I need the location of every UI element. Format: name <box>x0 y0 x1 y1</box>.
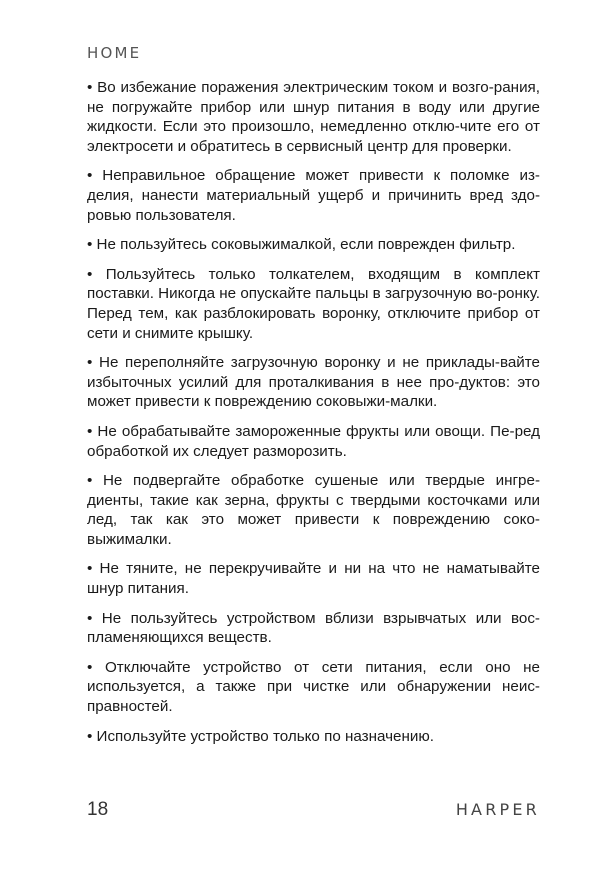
instruction-paragraph: • Отключайте устройство от сети питания, если оно не используется, а также при чистке или обнаружении неис-правностей. <box>87 658 540 716</box>
brand-logo: HARPER <box>455 800 540 819</box>
instruction-paragraph: • Не подвергайте обработке сушеные или твердые ингре-диенты, такие как зерна, фрукты с твердыми косточками или лед, так как это может привести к повреждению соко-выжималки. <box>87 472 540 548</box>
instruction-paragraph: • Неправильное обращение может привести к поломке из-делия, нанести материальный ущерб и причинить вред здо-ровью пользователя. <box>87 167 540 224</box>
instruction-paragraph: • Не пользуйтесь соковыжималкой, если поврежден фильтр. <box>87 236 516 254</box>
page-number: 18 <box>87 799 109 820</box>
instruction-paragraph: • Используйте устройство только по назначению. <box>87 727 434 745</box>
instruction-paragraph: • Не тяните, не перекручивайте и ни на что не наматывайте шнур питания. <box>87 560 540 598</box>
instruction-paragraph: • Пользуйтесь только толкателем, входящим в комплект поставки. Никогда не опускайте пальцы в загрузочную во-ронку. Перед тем, как разблокировать воронку, отключите прибор от сети и снимите крышку. <box>87 265 540 342</box>
instruction-paragraph: • Не обрабатывайте замороженные фрукты или овощи. Пе-ред обработкой их следует разморозить. <box>87 422 540 460</box>
instruction-paragraph: • Во избежание поражения электрическим током и возго-рания, не погружайте прибор или шнур питания в воду или другие жидкости. Если это произошло, немедленно отклю-чите его от электросети и обратитесь в сервисный центр для проверки. <box>87 79 540 155</box>
safety-instructions <box>87 78 540 756</box>
home-logo: HOME <box>87 44 142 62</box>
instruction-paragraph: • Не пользуйтесь устройством вблизи взрывчатых или вос-пламеняющихся веществ. <box>87 609 540 647</box>
instruction-paragraph: • Не переполняйте загрузочную воронку и не приклады-вайте избыточных усилий для проталкивания в нее про-дуктов: это может привести к повреждению соковыжи-малки. <box>87 354 540 411</box>
